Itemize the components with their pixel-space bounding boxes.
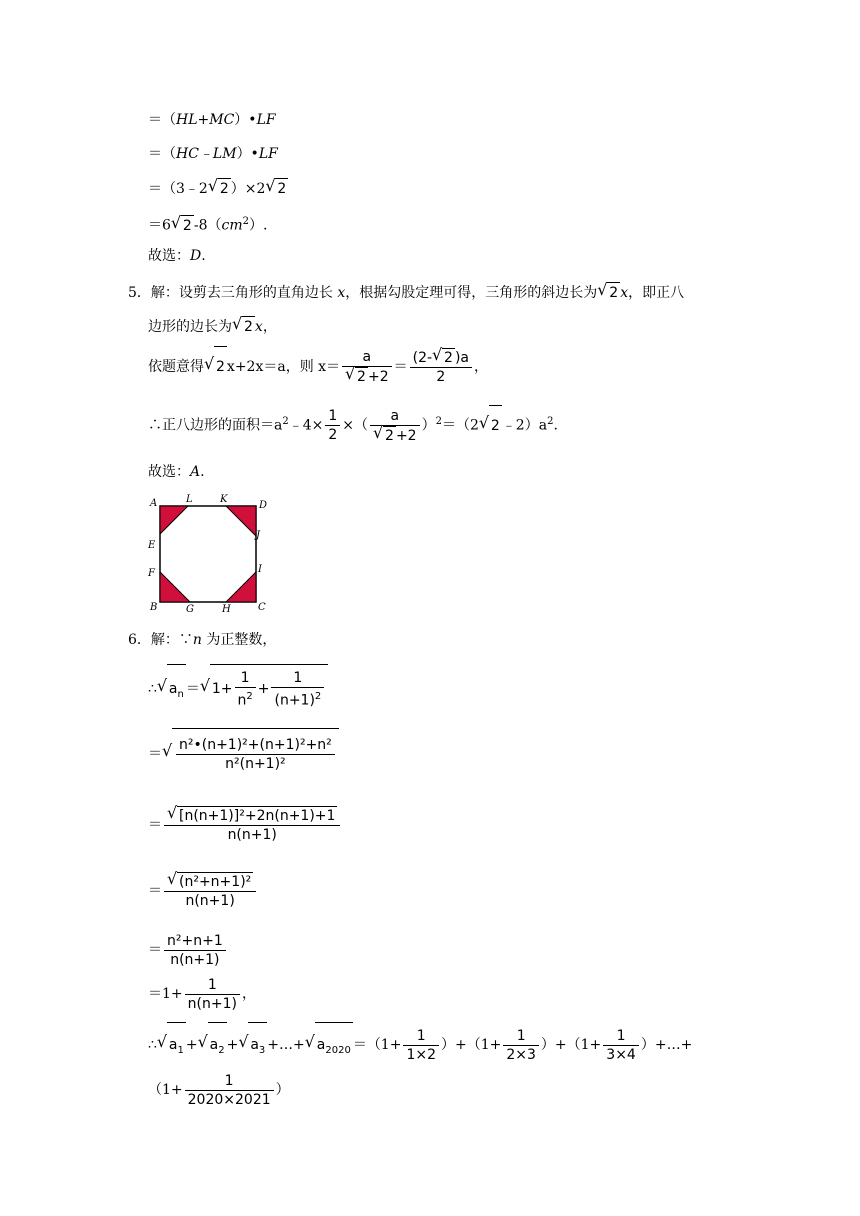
- text: ）+（1+: [540, 1037, 602, 1053]
- text: .: [553, 417, 558, 434]
- numerator: [164, 872, 256, 891]
- numerator: 1: [416, 1027, 426, 1044]
- q5-line-2: [148, 316, 277, 337]
- q6-step-5: [148, 928, 228, 972]
- calc-line-3: [148, 178, 288, 199]
- text: LF: [258, 146, 278, 162]
- text: ＝6: [148, 217, 171, 234]
- text: a: [168, 681, 178, 697]
- calc-line-5: [148, 246, 206, 266]
- numerator: a: [362, 349, 372, 365]
- fraction: [176, 736, 335, 773]
- q6-line-1: [128, 630, 276, 650]
- numerator: [164, 806, 340, 825]
- calc-line-4: [148, 212, 267, 236]
- fraction: [164, 806, 340, 844]
- calc-line-2: [148, 144, 278, 164]
- fraction: [271, 669, 324, 710]
- radicand: [315, 1022, 353, 1073]
- text: ＝: [352, 1037, 367, 1053]
- denominator: [370, 425, 420, 445]
- label-C: C: [258, 602, 266, 613]
- text: ，根据勾股定理可得，三角形的斜边长为: [345, 285, 598, 301]
- text: （1+: [366, 1037, 402, 1053]
- text: -8（: [193, 217, 222, 234]
- denominator: n(n+1): [164, 825, 340, 844]
- text: ＝1+: [148, 986, 183, 1002]
- answer: D: [190, 248, 202, 264]
- radicand: 2: [489, 405, 502, 446]
- numerator: n²+n+1: [167, 932, 223, 949]
- radicand: 2: [181, 215, 194, 236]
- text: 故选：: [148, 464, 190, 480]
- text: ＝: [393, 359, 408, 375]
- denominator: [342, 366, 392, 386]
- denominator: n(n+1): [164, 891, 256, 910]
- q6-step-8: [148, 1068, 290, 1112]
- text: 故选：: [148, 248, 190, 264]
- text: 为正整数，: [201, 632, 277, 648]
- text: 2: [547, 416, 554, 427]
- text: ×（: [342, 417, 369, 434]
- radicand: 2: [242, 316, 255, 337]
- text: x: [620, 285, 629, 301]
- radicand: (n²+n+1)²: [179, 874, 252, 890]
- text: +…+: [267, 1037, 305, 1053]
- text: ）+（1+: [441, 1037, 502, 1053]
- q6-step-1: [148, 664, 328, 719]
- fraction: [185, 1072, 274, 1109]
- text: x+2x＝a，则 x＝: [226, 359, 341, 375]
- numerator: 1: [616, 1027, 626, 1044]
- denominator: n(n+1): [185, 994, 240, 1013]
- text: ）•: [236, 146, 259, 162]
- numerator: 1: [240, 669, 250, 686]
- q6-step-4: [148, 866, 258, 916]
- radicand: [167, 664, 186, 719]
- radicand: 2: [444, 350, 453, 366]
- text: 依题意得: [148, 359, 204, 375]
- sqrt: [479, 405, 502, 446]
- sqrt: [305, 1022, 353, 1073]
- q5-line-4: [148, 402, 558, 446]
- numerator: 1: [516, 1027, 526, 1044]
- label-B: B: [150, 602, 158, 613]
- text: ＝（3﹣2: [148, 181, 208, 197]
- text: n: [237, 692, 247, 709]
- text: )a: [454, 350, 469, 366]
- text: ﹣2）a: [501, 417, 548, 434]
- text: ，: [474, 359, 488, 375]
- text: 2: [282, 416, 289, 427]
- sqrt: [198, 1022, 227, 1073]
- denominator: 2: [325, 425, 340, 444]
- sqrt: [157, 1022, 186, 1073]
- text: 2: [242, 216, 249, 227]
- fraction: [603, 1027, 639, 1064]
- fraction: [370, 407, 420, 445]
- label-A: A: [150, 498, 158, 509]
- label-I: I: [258, 564, 262, 575]
- radicand: 2: [275, 178, 288, 199]
- denominator: 2×3: [503, 1045, 539, 1064]
- text: ＝（2: [441, 417, 479, 434]
- q5-line-1: [128, 282, 684, 303]
- label-F: F: [148, 568, 155, 579]
- numerator: 1: [293, 669, 303, 686]
- denominator: 2020×2021: [185, 1090, 274, 1109]
- sqrt: [200, 664, 328, 713]
- radicand: [172, 728, 339, 779]
- text: ＝: [148, 746, 162, 762]
- text: ∴: [148, 1037, 157, 1053]
- text: ，: [241, 986, 256, 1002]
- text: .: [201, 248, 206, 264]
- text: ＝: [148, 942, 162, 958]
- text: cm: [221, 217, 243, 234]
- text: ）.: [248, 217, 268, 234]
- octagon-figure-svg: [146, 492, 276, 616]
- text: ＝: [148, 883, 162, 899]
- denominator: n(n+1): [164, 950, 226, 969]
- text: ，: [262, 319, 277, 335]
- denominator: 3×4: [603, 1045, 639, 1064]
- text: ）+…+: [640, 1037, 693, 1053]
- sqrt: [232, 316, 255, 337]
- text: ＝: [148, 817, 162, 833]
- q6-step-7: ∴√ $a_1$ +√ $a_2$ +√ $a_3$ +…+√ $a_{2020} =(1+$ $\frac{1}{1\times 2}$ ）+（1+ $\frac{1}{2\times 3}$ ）+（1+ $\frac{1}{3\times 4}$ ）+…+: [148, 1022, 692, 1073]
- label-D: D: [259, 500, 268, 511]
- text: (2-: [412, 350, 433, 366]
- fraction: [164, 932, 226, 969]
- text: +: [257, 681, 270, 697]
- text: ＝（: [148, 112, 176, 128]
- radicand: 2: [218, 178, 231, 199]
- text: a: [316, 1037, 326, 1053]
- text: a: [168, 1037, 178, 1053]
- corner-triangle-c: [226, 572, 256, 602]
- sqrt: [238, 1022, 267, 1073]
- radicand: 2: [357, 369, 366, 385]
- fraction: [185, 976, 240, 1013]
- sqrt: [265, 178, 288, 199]
- text: 2: [218, 1044, 225, 1056]
- text: ＝（: [148, 146, 176, 162]
- text: 2020: [325, 1044, 351, 1056]
- q6-step-2: [148, 728, 339, 779]
- radicand: [248, 1022, 267, 1073]
- numerator: 1: [224, 1072, 234, 1089]
- question-number: 6．: [128, 632, 151, 648]
- fraction: [235, 669, 256, 710]
- sqrt: [208, 178, 231, 199]
- text: （1+: [148, 1082, 183, 1098]
- text: a: [250, 1037, 259, 1053]
- text: 2: [314, 690, 322, 702]
- corner-triangle-b: [160, 572, 190, 602]
- text: LF: [256, 112, 276, 128]
- radicand: 2: [214, 346, 227, 387]
- text: 1+: [211, 681, 233, 697]
- text: 边形的边长为: [148, 319, 232, 335]
- text: ）: [275, 1082, 290, 1098]
- sqrt: [157, 664, 186, 719]
- numerator: 1: [328, 408, 338, 425]
- numerator: √ n²•(n+1)²+(n+1)²+n²: [179, 736, 332, 753]
- text: 3: [258, 1044, 266, 1056]
- sqrt: [204, 346, 227, 387]
- radicand: [210, 664, 328, 713]
- fraction: [410, 348, 472, 386]
- text: HL+MC: [176, 112, 235, 128]
- fraction: [503, 1027, 539, 1064]
- q6-step-3: [148, 800, 342, 850]
- numerator: 1: [207, 976, 217, 993]
- numerator: a: [390, 407, 400, 424]
- fraction: [164, 872, 256, 910]
- radicand: 2: [385, 427, 394, 444]
- corner-triangle-a: [160, 506, 188, 534]
- text: ∴正八边形的面积＝a: [148, 417, 283, 434]
- text: ）: [421, 417, 436, 434]
- text: +2: [367, 369, 389, 385]
- label-G: G: [186, 604, 194, 615]
- text: HC﹣LM: [176, 146, 237, 162]
- text: 2: [435, 416, 442, 427]
- text: a: [209, 1037, 219, 1053]
- corner-triangle-d: [226, 506, 256, 536]
- label-J: J: [256, 530, 261, 541]
- radicand: [n(n+1)]²+2n(n+1)+1: [179, 808, 336, 824]
- fraction: [325, 407, 340, 444]
- text: ﹣4×: [288, 417, 324, 434]
- label-E: E: [148, 540, 156, 551]
- sqrt: [162, 728, 339, 779]
- text: n: [177, 688, 184, 700]
- text: x: [337, 285, 346, 301]
- text: x: [254, 319, 263, 335]
- label-K: K: [220, 494, 228, 505]
- text: (n+1): [274, 692, 315, 709]
- sqrt: [171, 215, 194, 236]
- text: ）×2: [230, 181, 266, 197]
- radicand: [167, 1022, 186, 1073]
- q5-answer: [148, 462, 205, 482]
- text: 1: [177, 1044, 184, 1056]
- denominator: [271, 687, 324, 710]
- label-L: L: [186, 494, 193, 505]
- denominator: [235, 687, 256, 710]
- text: ∴: [148, 681, 157, 697]
- octagon-figure: [146, 492, 276, 620]
- denominator: n²(n+1)²: [176, 754, 335, 773]
- text: 解：∵: [150, 632, 193, 648]
- calc-line-1: [148, 110, 276, 130]
- sqrt: [597, 282, 620, 303]
- denominator: 2: [410, 367, 472, 386]
- q6-step-6: [148, 972, 256, 1016]
- text: .: [200, 464, 205, 480]
- text: n: [192, 632, 202, 648]
- denominator: 1×2: [403, 1045, 439, 1064]
- question-number: 5．: [128, 285, 151, 301]
- text: ，即正八: [628, 285, 685, 301]
- text: 解：设剪去三角形的直角边长: [150, 285, 338, 301]
- answer: A: [190, 464, 201, 480]
- fraction: [403, 1027, 439, 1064]
- text: ）•: [234, 112, 257, 128]
- radicand: [208, 1022, 227, 1073]
- q5-line-3: [148, 346, 488, 387]
- text: +2: [395, 427, 417, 444]
- radicand: 2: [607, 282, 620, 303]
- text: ＝: [185, 681, 200, 697]
- numerator: [410, 348, 472, 367]
- text: 2: [246, 690, 253, 702]
- fraction: [342, 348, 392, 386]
- label-H: H: [222, 604, 231, 615]
